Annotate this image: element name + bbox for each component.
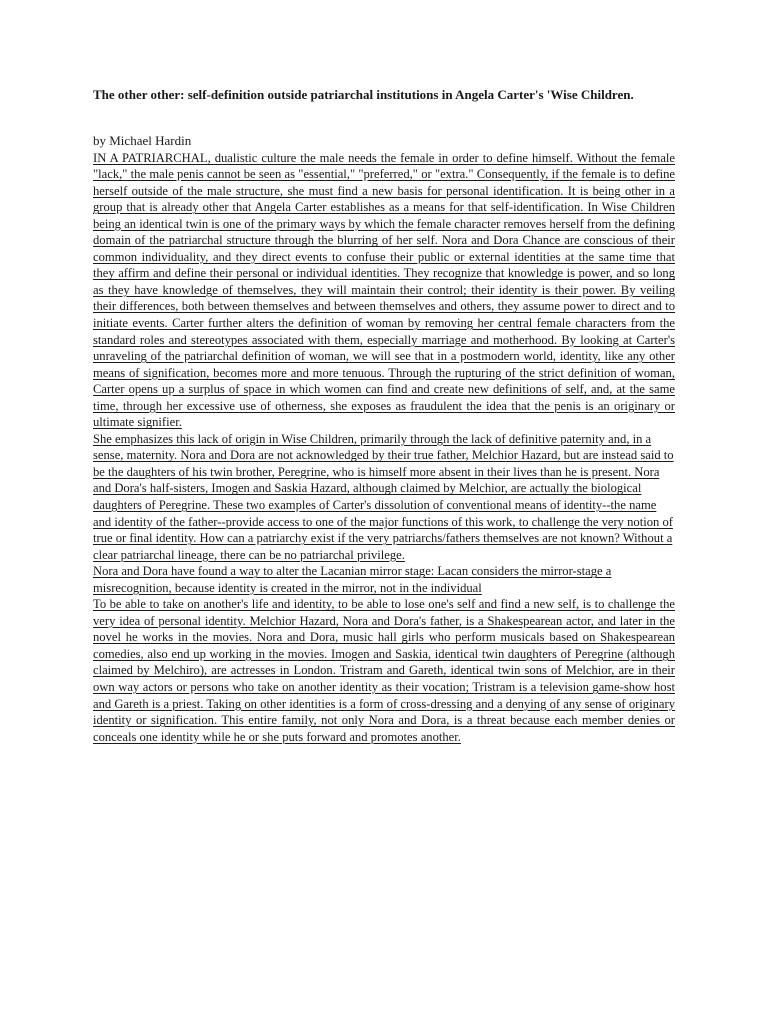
article-title: The other other: self-definition outside patriarchal institutions in Angela Carter's 'Wise Children. xyxy=(93,87,634,102)
document-page xyxy=(93,86,675,745)
body-paragraph-2: She emphasizes this lack of origin in Wise Children, primarily through the lack of definitive paternity and, in a sense, maternity. Nora and Dora are not acknowledged by their true father, Melchior Hazard, but are instead said to be the daughters of his twin brother, Peregrine, who is himself more absent in their lives than he is present. Nora and Dora's half-sisters, Imogen and Saskia Hazard, although claimed by Melchior, are actually the biological daughters of Peregrine. These two examples of Carter's dissolution of conventional means of identity--the name and identity of the father--provide access to one of the major functions of this work, to challenge the very notion of true or final identity. How can a patriarchy exist if the very patriarchs/fathers themselves are not known? Without a clear patriarchal lineage, there can be no patriarchal privilege. xyxy=(93,431,674,562)
author-byline: by Michael Hardin xyxy=(93,133,192,148)
body-paragraph-4: To be able to take on another's life and identity, to be able to lose one's self and find a new self, is to challenge the very idea of personal identity. Melchior Hazard, Nora and Dora's father, is a Shakespearean actor, and later in the novel he works in the movies. Nora and Dora, music hall girls who perform musicals based on Shakespearean comedies, also end up working in the movies. Imogen and Saskia, identical twin daughters of Peregrine (although claimed by Melchiro), are actresses in London. Tristram and Gareth, identical twin sons of Melchior, are in their own way actors or persons who take on another identity as their vocation; Tristram is a television game-show host and Gareth is a priest. Taking on other identities is a form of cross-dressing and a denying of any sense of originary identity or signification. This entire family, not only Nora and Dora, is a threat because each member denies or conceals one identity while he or she puts forward and promotes another. xyxy=(93,597,675,744)
body-paragraph-3: Nora and Dora have found a way to alter the Lacanian mirror stage: Lacan considers the mirror-stage a misrecognition, because identity is created in the mirror, not in the individual xyxy=(93,564,612,595)
body-paragraph-1: IN A PATRIARCHAL, dualistic culture the male needs the female in order to define himself. Without the female "lack," the male penis cannot be seen as "essential," "preferred," or "extra." Consequently, if the female is to define herself outside of the male structure, she must find a new basis for personal identification. It is being other in a group that is already other that Angela Carter establishes as a means for that self-identification. In Wise Children being an identical twin is one of the primary ways by which the female character removes herself from the defining domain of the patriarchal structure through the blurring of her self. Nora and Dora Chance are conscious of their common individuality, and they direct events to confuse their public or external identities at the same time that they affirm and define their personal or individual identities. They recognize that knowledge is power, and so long as they have knowledge of themselves, they will maintain their control; their identity is their power. By veiling their differences, both between themselves and between themselves and others, they assume power to direct and to initiate events. Carter further alters the definition of woman by removing her central female characters from the standard roles and stereotypes associated with them, especially marriage and motherhood. By looking at Carter's unraveling of the patriarchal definition of woman, we will see that in a postmodern world, identity, like any other means of signification, becomes more and more tenuous. Through the rupturing of the strict definition of woman, Carter opens up a surplus of space in which women can find and create new definitions of self, and, at the same time, through her excessive use of otherness, she exposes as fraudulent the idea that the penis is an originary or ultimate signifier. xyxy=(93,150,675,430)
